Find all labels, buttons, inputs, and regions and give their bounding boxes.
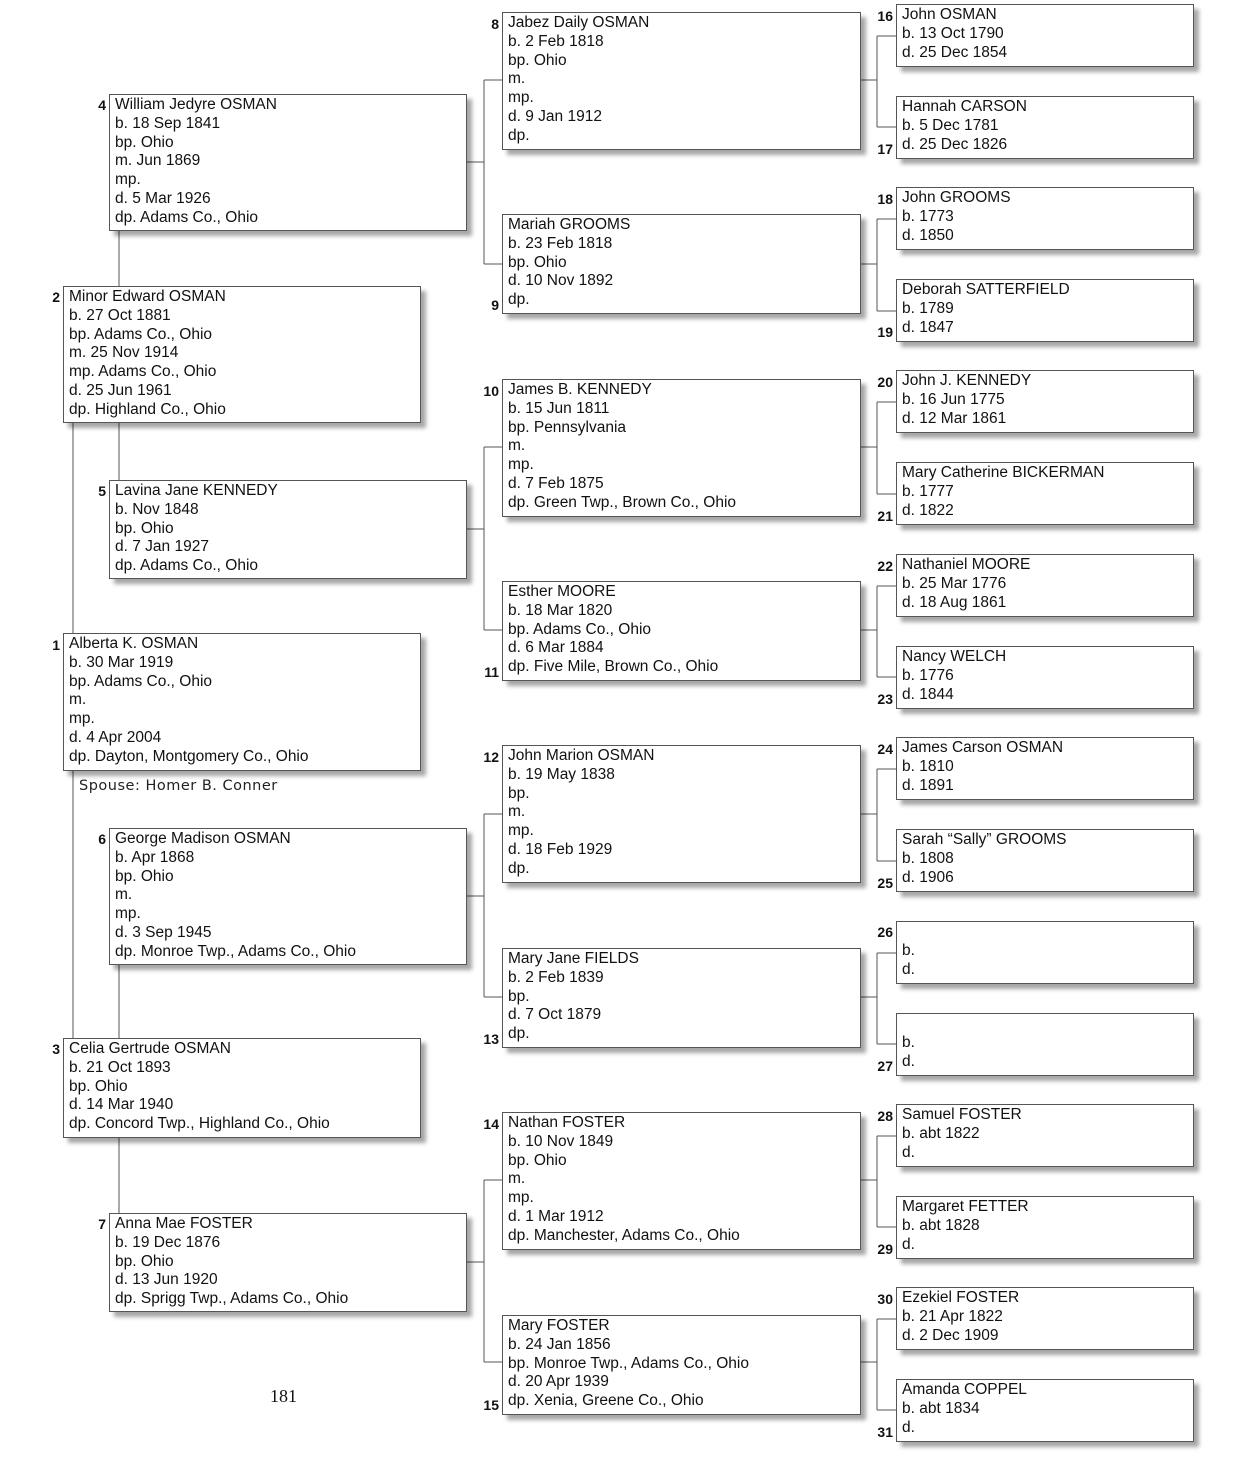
marriage-place: mp. (115, 905, 141, 923)
person-number: 21 (877, 508, 893, 524)
person-name: Margaret FETTER (902, 1198, 1029, 1215)
birth-date: b. 2 Feb 1839 (508, 968, 604, 986)
person-number: 15 (483, 1397, 499, 1413)
marriage-place: mp. (115, 171, 141, 189)
person-name: William Jedyre OSMAN (115, 96, 277, 113)
birth-date: b. (902, 1033, 915, 1051)
person-card-17[interactable] (896, 96, 1194, 159)
birth-date: b. 19 May 1838 (508, 765, 615, 783)
birth-date: b. 18 Mar 1820 (508, 601, 613, 619)
person-card-23[interactable] (896, 646, 1194, 709)
death-date: d. 13 Jun 1920 (115, 1271, 218, 1289)
person-card-28[interactable] (896, 1104, 1194, 1167)
person-card-19[interactable] (896, 279, 1194, 342)
birth-date: b. 10 Nov 1849 (508, 1132, 614, 1150)
birth-date: b. 21 Apr 1822 (902, 1307, 1003, 1325)
person-card-12[interactable] (502, 745, 861, 883)
birth-place: bp. Ohio (115, 1252, 174, 1270)
person-card-30[interactable] (896, 1287, 1194, 1350)
birth-place: bp. (508, 987, 530, 1005)
birth-date: b. 2 Feb 1818 (508, 32, 604, 50)
death-date: d. 25 Dec 1826 (902, 135, 1008, 153)
birth-date: b. 1789 (902, 299, 954, 317)
birth-date: b. 30 Mar 1919 (69, 653, 174, 671)
death-date: d. (902, 1418, 915, 1436)
birth-place: bp. (508, 784, 530, 802)
death-date: d. 5 Mar 1926 (115, 189, 211, 207)
birth-place: bp. Ohio (508, 1151, 567, 1169)
person-card-16[interactable] (896, 4, 1194, 67)
person-name: Amanda COPPEL (902, 1381, 1027, 1398)
person-card-18[interactable] (896, 187, 1194, 250)
death-date: d. 14 Mar 1940 (69, 1096, 174, 1114)
death-place: dp. Five Mile, Brown Co., Ohio (508, 658, 719, 676)
person-card-31[interactable] (896, 1379, 1194, 1442)
person-card-8[interactable] (502, 12, 861, 150)
death-date: d. (902, 1143, 915, 1161)
birth-date: b. 27 Oct 1881 (69, 306, 171, 324)
person-card-22[interactable] (896, 554, 1194, 617)
person-number: 25 (877, 875, 893, 891)
marriage-date: m. (115, 886, 133, 904)
marriage-place: mp. Adams Co., Ohio (69, 363, 217, 381)
person-number: 4 (98, 97, 106, 113)
death-place: dp. (508, 126, 530, 144)
birth-place: bp. Ohio (115, 519, 174, 537)
birth-date: b. 13 Oct 1790 (902, 24, 1004, 42)
birth-date: b. 18 Sep 1841 (115, 114, 221, 132)
person-card-14[interactable] (502, 1112, 861, 1250)
death-place: dp. Concord Twp., Highland Co., Ohio (69, 1115, 330, 1133)
death-date: d. 25 Dec 1854 (902, 43, 1008, 61)
death-date: d. 1844 (902, 685, 954, 703)
death-date: d. 10 Nov 1892 (508, 272, 614, 290)
person-number: 18 (877, 191, 893, 207)
death-date: d. 12 Mar 1861 (902, 409, 1007, 427)
person-card-3[interactable] (63, 1038, 421, 1138)
person-card-24[interactable] (896, 737, 1194, 800)
person-name: Mary Catherine BICKERMAN (902, 464, 1105, 481)
person-number: 14 (483, 1116, 499, 1132)
birth-date: b. abt 1828 (902, 1216, 980, 1234)
person-number: 10 (483, 383, 499, 399)
person-number: 31 (877, 1424, 893, 1440)
death-date: d. 1906 (902, 868, 954, 886)
person-number: 17 (877, 141, 893, 157)
person-number: 5 (98, 483, 106, 499)
person-name: Minor Edward OSMAN (69, 288, 226, 305)
death-date: d. (902, 1235, 915, 1253)
person-number: 22 (877, 558, 893, 574)
person-number: 12 (483, 749, 499, 765)
person-number: 2 (52, 289, 60, 305)
spouse-note: Spouse: Homer B. Conner (79, 778, 278, 794)
marriage-date: m. 25 Nov 1914 (69, 344, 179, 362)
person-name: John GROOMS (902, 189, 1011, 206)
death-date: d. 1891 (902, 776, 954, 794)
person-card-1[interactable] (63, 633, 421, 771)
death-place: dp. Dayton, Montgomery Co., Ohio (69, 747, 309, 765)
person-name: Nancy WELCH (902, 648, 1007, 665)
birth-date: b. 1776 (902, 666, 954, 684)
marriage-place: mp. (508, 1189, 534, 1207)
marriage-place: mp. (508, 456, 534, 474)
birth-date: b. abt 1834 (902, 1399, 980, 1417)
birth-date: b. abt 1822 (902, 1124, 980, 1142)
person-number: 11 (484, 664, 499, 680)
person-card-9[interactable] (502, 214, 861, 314)
birth-date: b. 1808 (902, 849, 954, 867)
person-number: 13 (483, 1031, 499, 1047)
person-card-7[interactable] (109, 1213, 467, 1312)
person-number: 27 (877, 1058, 893, 1074)
death-place: dp. Green Twp., Brown Co., Ohio (508, 493, 737, 511)
death-place: dp. (508, 859, 530, 877)
death-date: d. 3 Sep 1945 (115, 923, 212, 941)
death-date: d. 2 Dec 1909 (902, 1326, 999, 1344)
person-name: Mariah GROOMS (508, 216, 631, 233)
person-number: 8 (491, 16, 499, 32)
birth-place: bp. Adams Co., Ohio (508, 620, 652, 638)
death-date: d. (902, 1052, 915, 1070)
death-place: dp. Xenia, Greene Co., Ohio (508, 1392, 704, 1410)
person-card-2[interactable] (63, 286, 421, 423)
death-date: d. 9 Jan 1912 (508, 107, 602, 125)
death-date: d. 1850 (902, 226, 954, 244)
person-name: John Marion OSMAN (508, 747, 655, 764)
death-date: d. 1 Mar 1912 (508, 1207, 604, 1225)
marriage-place: mp. (508, 89, 534, 107)
birth-place: bp. Adams Co., Ohio (69, 325, 213, 343)
birth-date: b. 19 Dec 1876 (115, 1233, 221, 1251)
birth-date: b. 16 Jun 1775 (902, 390, 1005, 408)
birth-date: b. 23 Feb 1818 (508, 234, 613, 252)
death-date: d. 7 Feb 1875 (508, 474, 604, 492)
person-card-26[interactable] (896, 921, 1194, 984)
birth-date: b. 25 Mar 1776 (902, 574, 1007, 592)
birth-date: b. (902, 941, 915, 959)
death-date: d. 7 Oct 1879 (508, 1006, 602, 1024)
person-name: Lavina Jane KENNEDY (115, 482, 278, 499)
death-place: dp. Adams Co., Ohio (115, 557, 259, 575)
person-number: 19 (877, 324, 893, 340)
person-card-6[interactable] (109, 828, 467, 965)
person-name: James Carson OSMAN (902, 739, 1064, 756)
person-name: Mary Jane FIELDS (508, 950, 639, 967)
marriage-date: m. (508, 1170, 526, 1188)
death-place: dp. (508, 291, 530, 309)
person-name: John OSMAN (902, 6, 997, 23)
person-number: 30 (877, 1291, 893, 1307)
marriage-place: mp. (69, 710, 95, 728)
person-name (902, 1015, 1193, 1034)
death-place: dp. Adams Co., Ohio (115, 208, 259, 226)
birth-place: bp. Ohio (69, 1077, 128, 1095)
person-number: 3 (52, 1041, 60, 1057)
marriage-date: m. (508, 437, 526, 455)
person-number: 23 (877, 691, 893, 707)
person-card-5[interactable] (109, 480, 467, 579)
death-date: d. 7 Jan 1927 (115, 538, 209, 556)
person-name: Deborah SATTERFIELD (902, 281, 1070, 298)
birth-place: bp. Pennsylvania (508, 418, 627, 436)
birth-date: b. 1810 (902, 757, 954, 775)
person-card-15[interactable] (502, 1315, 861, 1415)
person-name: Alberta K. OSMAN (69, 635, 199, 652)
birth-date: b. 15 Jun 1811 (508, 399, 610, 417)
death-date: d. 1847 (902, 318, 954, 336)
death-date: d. 6 Mar 1884 (508, 639, 604, 657)
birth-place: bp. Ohio (508, 51, 567, 69)
person-card-4[interactable] (109, 94, 467, 231)
death-date: d. 18 Aug 1861 (902, 593, 1007, 611)
person-name: Hannah CARSON (902, 98, 1027, 115)
death-place: dp. Sprigg Twp., Adams Co., Ohio (115, 1290, 349, 1308)
person-name: Esther MOORE (508, 583, 616, 600)
marriage-date: m. (69, 691, 87, 709)
person-name: George Madison OSMAN (115, 830, 291, 847)
person-number: 20 (877, 374, 893, 390)
person-card-20[interactable] (896, 370, 1194, 433)
person-card-11[interactable] (502, 581, 861, 681)
person-number: 29 (877, 1241, 893, 1257)
person-name: Sarah “Sally” GROOMS (902, 831, 1067, 848)
death-place: dp. Monroe Twp., Adams Co., Ohio (115, 942, 356, 960)
birth-place: bp. Ohio (508, 253, 567, 271)
birth-date: b. Nov 1848 (115, 500, 199, 518)
person-number: 26 (877, 924, 893, 940)
person-number: 9 (491, 297, 499, 313)
person-name: Mary FOSTER (508, 1317, 610, 1334)
birth-date: b. 1773 (902, 207, 954, 225)
marriage-date: m. (508, 803, 526, 821)
birth-place: bp. Monroe Twp., Adams Co., Ohio (508, 1354, 749, 1372)
person-name: Nathaniel MOORE (902, 556, 1031, 573)
person-name: Anna Mae FOSTER (115, 1215, 253, 1232)
birth-date: b. 24 Jan 1856 (508, 1335, 611, 1353)
marriage-date: m. Jun 1869 (115, 152, 201, 170)
person-number: 1 (52, 637, 60, 653)
person-name: Nathan FOSTER (508, 1114, 626, 1131)
person-name: John J. KENNEDY (902, 372, 1032, 389)
death-place: dp. Manchester, Adams Co., Ohio (508, 1226, 740, 1244)
marriage-place: mp. (508, 822, 534, 840)
person-card-13[interactable] (502, 948, 861, 1048)
death-date: d. 4 Apr 2004 (69, 728, 162, 746)
birth-place: bp. Ohio (115, 133, 174, 151)
person-number: 7 (98, 1216, 106, 1232)
death-date: d. 1822 (902, 501, 954, 519)
person-number: 6 (98, 831, 106, 847)
death-place: dp. Highland Co., Ohio (69, 400, 226, 418)
person-card-25[interactable] (896, 829, 1194, 892)
death-date: d. 18 Feb 1929 (508, 840, 613, 858)
birth-date: b. 21 Oct 1893 (69, 1058, 171, 1076)
person-name: Celia Gertrude OSMAN (69, 1040, 231, 1057)
birth-date: b. 1777 (902, 482, 954, 500)
death-date: d. 25 Jun 1961 (69, 381, 172, 399)
marriage-date: m. (508, 70, 526, 88)
death-date: d. 20 Apr 1939 (508, 1373, 609, 1391)
birth-date: b. 5 Dec 1781 (902, 116, 999, 134)
person-number: 24 (877, 741, 893, 757)
person-card-29[interactable] (896, 1196, 1194, 1259)
person-name (902, 923, 1193, 942)
page-number: 181 (270, 1386, 297, 1406)
death-date: d. (902, 960, 915, 978)
person-name: Ezekiel FOSTER (902, 1289, 1020, 1306)
person-card-27[interactable] (896, 1013, 1194, 1076)
person-name: Jabez Daily OSMAN (508, 14, 650, 31)
person-name: James B. KENNEDY (508, 381, 652, 398)
person-card-21[interactable] (896, 462, 1194, 525)
person-number: 16 (877, 8, 893, 24)
birth-date: b. Apr 1868 (115, 848, 195, 866)
birth-place: bp. Ohio (115, 867, 174, 885)
death-place: dp. (508, 1025, 530, 1043)
person-card-10[interactable] (502, 379, 861, 517)
person-name: Samuel FOSTER (902, 1106, 1022, 1123)
birth-place: bp. Adams Co., Ohio (69, 672, 213, 690)
person-number: 28 (877, 1108, 893, 1124)
